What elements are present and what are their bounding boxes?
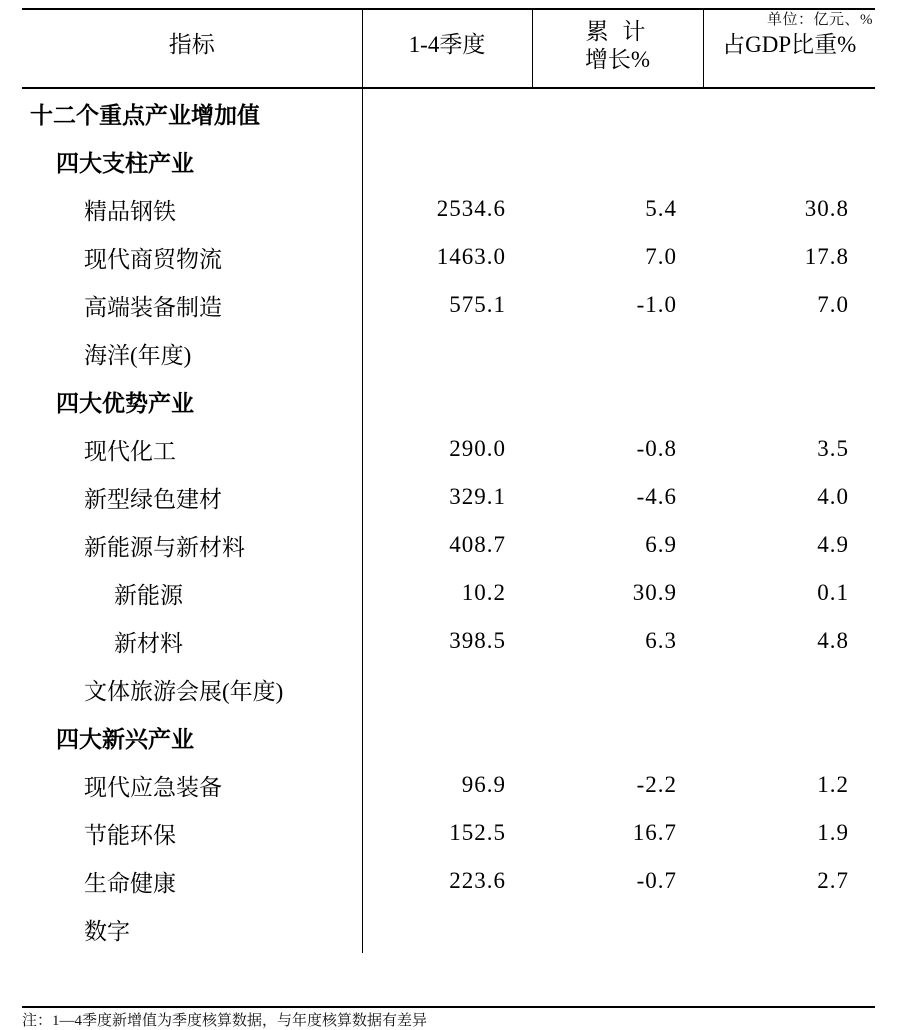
cell-period-value: 329.1: [362, 473, 532, 521]
cell-period-value: 575.1: [362, 281, 532, 329]
table-row: [22, 809, 875, 857]
row-label: 新能源与新材料: [84, 534, 245, 560]
cell-growth-value: 7.0: [645, 244, 677, 270]
cell-gdp-share-value: [703, 137, 875, 185]
cell-gdp-share-value: [703, 905, 875, 953]
row-label: 十二个重点产业增加值: [30, 102, 260, 128]
table-row: [22, 88, 875, 137]
cell-growth-value: 5.4: [645, 196, 677, 222]
cell-growth-value: [532, 329, 703, 377]
cell-gdp-share-value: 0.1: [817, 580, 849, 606]
cell-period-value: [362, 329, 532, 377]
cell-gdp-share-value: 17.8: [804, 244, 849, 270]
cell-gdp-share-value: 4.8: [817, 628, 849, 654]
cell-gdp-share-value: 4.9: [817, 532, 849, 558]
table-row: [22, 569, 875, 617]
table-row: [22, 665, 875, 713]
row-label: 高端装备制造: [84, 294, 222, 320]
table-row: [22, 713, 875, 761]
cell-growth-value: 6.9: [645, 532, 677, 558]
cell-period-value: [362, 905, 532, 953]
row-label: 新能源: [114, 582, 183, 608]
table-header-row: [22, 9, 875, 88]
cell-period-value: [362, 377, 532, 425]
table-row: [22, 905, 875, 953]
row-label: 现代商贸物流: [84, 246, 222, 272]
table-row: [22, 137, 875, 185]
cell-gdp-share-value: 30.8: [804, 196, 849, 222]
row-label: 节能环保: [84, 822, 176, 848]
cell-period-value: 408.7: [362, 521, 532, 569]
cell-period-value: [362, 88, 532, 137]
column-header-growth-line2: 增长%: [584, 46, 651, 72]
row-label: 四大新兴产业: [56, 726, 194, 752]
table-body: [22, 88, 875, 953]
cell-growth-value: 6.3: [645, 628, 677, 654]
table-row: [22, 329, 875, 377]
column-header-growth: [532, 9, 703, 88]
table-header: [22, 9, 875, 88]
table-row: [22, 857, 875, 905]
cell-period-value: 290.0: [362, 425, 532, 473]
cell-gdp-share-value: [703, 713, 875, 761]
table-row: [22, 233, 875, 281]
row-label: 新型绿色建材: [84, 486, 222, 512]
cell-growth-value: [532, 665, 703, 713]
cell-period-value: 152.5: [362, 809, 532, 857]
cell-period-value: [362, 137, 532, 185]
cell-growth-value: [532, 88, 703, 137]
cell-period-value: 1463.0: [362, 233, 532, 281]
column-header-gdp-share: 占GDP比重%: [703, 9, 875, 88]
row-label: 精品钢铁: [84, 198, 176, 224]
cell-gdp-share-value: 7.0: [817, 292, 849, 318]
cell-growth-value: [532, 905, 703, 953]
row-label: 数字: [84, 918, 130, 944]
table-row: [22, 617, 875, 665]
table-row: [22, 761, 875, 809]
table-row: [22, 281, 875, 329]
cell-gdp-share-value: [703, 329, 875, 377]
row-label: 海洋(年度): [84, 342, 192, 368]
row-label: 新材料: [114, 630, 183, 656]
cell-growth-value: 16.7: [632, 820, 677, 846]
cell-growth-value: [532, 137, 703, 185]
cell-growth-value: [532, 713, 703, 761]
table-row: [22, 425, 875, 473]
table-footnote: 注：1—4季度新增值为季度核算数据，与年度核算数据有差异: [22, 1013, 428, 1029]
column-header-period: 1-4季度: [362, 9, 532, 88]
cell-growth-value: 30.9: [632, 580, 677, 606]
cell-period-value: 2534.6: [362, 185, 532, 233]
table-row: [22, 185, 875, 233]
row-label: 四大支柱产业: [56, 150, 194, 176]
cell-growth-value: -4.6: [636, 484, 677, 510]
table-row: [22, 521, 875, 569]
row-label: 生命健康: [84, 870, 176, 896]
cell-gdp-share-value: [703, 377, 875, 425]
cell-period-value: 223.6: [362, 857, 532, 905]
cell-growth-value: -2.2: [636, 772, 677, 798]
table-row: [22, 473, 875, 521]
cell-gdp-share-value: 4.0: [817, 484, 849, 510]
row-label: 现代应急装备: [84, 774, 222, 800]
table-row: [22, 377, 875, 425]
row-label: 四大优势产业: [56, 390, 194, 416]
cell-growth-value: -0.8: [636, 436, 677, 462]
cell-growth-value: -1.0: [636, 292, 677, 318]
cell-gdp-share-value: 2.7: [817, 868, 849, 894]
cell-gdp-share-value: [703, 665, 875, 713]
cell-gdp-share-value: 1.9: [817, 820, 849, 846]
footer-divider: [22, 1006, 875, 1008]
cell-growth-value: [532, 377, 703, 425]
cell-period-value: [362, 713, 532, 761]
statistics-table-page: [0, 8, 897, 1030]
cell-period-value: 398.5: [362, 617, 532, 665]
industry-statistics-table: [22, 8, 875, 953]
cell-gdp-share-value: [703, 88, 875, 137]
units-note: 单位：亿元、%: [767, 12, 873, 28]
cell-gdp-share-value: 1.2: [817, 772, 849, 798]
column-header-growth-line1: 累 计: [585, 19, 650, 44]
cell-growth-value: -0.7: [636, 868, 677, 894]
row-label: 文体旅游会展(年度): [84, 678, 284, 704]
cell-period-value: 10.2: [362, 569, 532, 617]
cell-gdp-share-value: 3.5: [817, 436, 849, 462]
row-label: 现代化工: [84, 438, 176, 464]
column-header-indicator: 指标: [22, 9, 362, 88]
cell-period-value: 96.9: [362, 761, 532, 809]
cell-period-value: [362, 665, 532, 713]
